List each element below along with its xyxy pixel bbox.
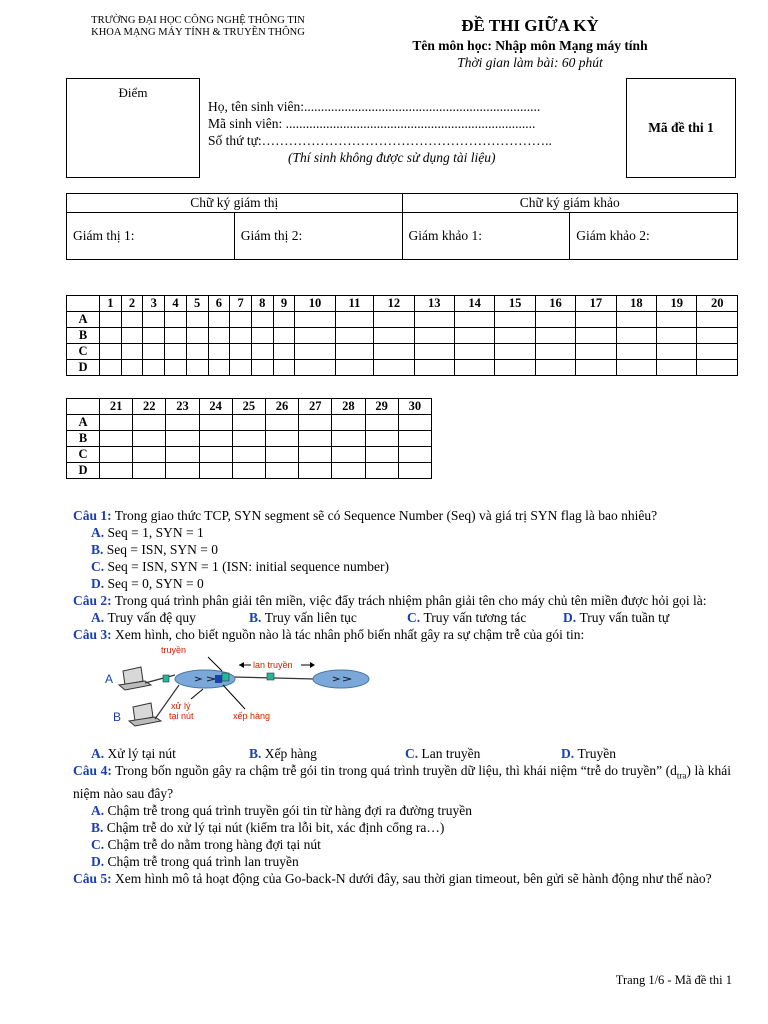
answer-cell[interactable]: [535, 344, 575, 360]
answer-cell[interactable]: [398, 431, 431, 447]
option[interactable]: [91, 558, 731, 575]
answer-cell[interactable]: [133, 415, 166, 431]
answer-cell[interactable]: [295, 328, 335, 344]
answer-cell[interactable]: [230, 344, 252, 360]
answer-cell[interactable]: [299, 431, 332, 447]
grid-col-header: 20: [697, 296, 738, 312]
answer-cell[interactable]: [697, 328, 738, 344]
answer-cell[interactable]: [230, 312, 252, 328]
grid-col-header: 1: [100, 296, 122, 312]
grid-col-header: 5: [186, 296, 208, 312]
answer-cell[interactable]: [335, 312, 373, 328]
grid-col-header: 30: [398, 399, 431, 415]
answer-cell[interactable]: [535, 360, 575, 376]
answer-cell[interactable]: [616, 312, 656, 328]
answer-cell[interactable]: [332, 415, 365, 431]
answer-cell[interactable]: [657, 328, 697, 344]
option-text: Lan truyền: [421, 746, 481, 761]
answer-cell[interactable]: [232, 447, 265, 463]
answer-cell[interactable]: [374, 344, 414, 360]
student-name-field[interactable]: Họ, tên sinh viên:......................................................................: [208, 99, 541, 114]
answer-cell[interactable]: [165, 312, 187, 328]
answer-cell[interactable]: [697, 344, 738, 360]
answer-cell[interactable]: [495, 344, 535, 360]
grid-row-label: C: [67, 344, 100, 360]
answer-cell[interactable]: [199, 463, 232, 479]
grid-col-header: 16: [535, 296, 575, 312]
answer-cell[interactable]: [133, 447, 166, 463]
option-text: Truy vấn đệ quy: [107, 610, 196, 625]
grid-col-header: 26: [265, 399, 298, 415]
answer-cell[interactable]: [186, 344, 208, 360]
answer-cell[interactable]: [186, 360, 208, 376]
at-node-label: tại nút: [169, 711, 194, 721]
answer-cell[interactable]: [165, 360, 187, 376]
host-b-label: B: [113, 710, 122, 724]
answer-cell[interactable]: [576, 344, 616, 360]
answer-cell[interactable]: [265, 447, 298, 463]
answer-cell[interactable]: [100, 431, 133, 447]
answer-cell[interactable]: [335, 344, 373, 360]
answer-cell[interactable]: [657, 360, 697, 376]
grid-corner: [67, 296, 100, 312]
option-letter: B.: [249, 746, 262, 761]
grid-col-header: 2: [121, 296, 143, 312]
grid-col-header: 25: [232, 399, 265, 415]
option[interactable]: [407, 609, 563, 626]
answer-cell[interactable]: [251, 344, 273, 360]
grid-col-header: 8: [251, 296, 273, 312]
questions: [73, 507, 731, 887]
answer-cell[interactable]: [208, 344, 230, 360]
option[interactable]: [91, 802, 731, 819]
option[interactable]: [91, 819, 731, 836]
answer-cell[interactable]: [166, 463, 199, 479]
answer-cell[interactable]: [199, 415, 232, 431]
answer-cell[interactable]: [143, 360, 165, 376]
network-delay-diagram: [93, 643, 413, 745]
student-info: [208, 98, 552, 166]
answer-cell[interactable]: [374, 360, 414, 376]
grid-row-label: D: [67, 360, 100, 376]
question-number: Câu 2:: [73, 593, 112, 608]
question-text: Xem hình mô tả hoạt động của Go-back-N dưới đây, sau thời gian timeout, bên gửi sẽ hành động như thế nào?: [115, 870, 712, 886]
answer-cell[interactable]: [332, 447, 365, 463]
answer-cell[interactable]: [495, 328, 535, 344]
answer-cell[interactable]: [186, 328, 208, 344]
option[interactable]: [249, 745, 405, 762]
answer-cell[interactable]: [165, 344, 187, 360]
examiner-2-signature[interactable]: Giám khảo 2:: [570, 213, 738, 260]
answer-cell[interactable]: [273, 360, 295, 376]
option[interactable]: [561, 745, 616, 762]
question-text: Trong bốn nguồn gây ra chậm trễ gói tin trong quá trình truyền dữ liệu, thì khái niệm “trễ do truyền” (d: [115, 763, 677, 778]
exam-header: [330, 15, 730, 71]
question-text: Trong quá trình phân giải tên miền, việc đẩy trách nhiệm phân giải tên cho máy chủ tên miền được hỏi gọi là:: [114, 593, 707, 608]
option-text: Seq = 1, SYN = 1: [107, 525, 204, 540]
answer-cell[interactable]: [166, 447, 199, 463]
question-number: Câu 3:: [73, 627, 112, 642]
grid-col-header: 11: [335, 296, 373, 312]
answer-cell[interactable]: [100, 312, 122, 328]
option[interactable]: [91, 541, 731, 558]
grid-col-header: 15: [495, 296, 535, 312]
answer-cell[interactable]: [121, 328, 143, 344]
student-id-field[interactable]: Mã sinh viên: ..........................................................................: [208, 116, 536, 131]
answer-cell[interactable]: [133, 431, 166, 447]
option[interactable]: [249, 609, 407, 626]
option-letter: B.: [91, 542, 104, 557]
answer-cell[interactable]: [616, 360, 656, 376]
answer-cell[interactable]: [535, 328, 575, 344]
laptop-icon-a: [119, 667, 151, 690]
answer-cell[interactable]: [454, 328, 494, 344]
answer-cell[interactable]: [121, 344, 143, 360]
transmission-label: truyền: [161, 645, 187, 655]
option-text: Seq = 0, SYN = 0: [107, 576, 204, 591]
answer-cell[interactable]: [576, 312, 616, 328]
grid-row-label: B: [67, 431, 100, 447]
answer-cell[interactable]: [414, 344, 454, 360]
grid-col-header: 28: [332, 399, 365, 415]
packet: [215, 675, 222, 683]
option-letter: D.: [561, 746, 575, 761]
answer-cell[interactable]: [100, 344, 122, 360]
delay-figure: [73, 643, 731, 745]
answer-cell[interactable]: [495, 312, 535, 328]
answer-cell[interactable]: [365, 447, 398, 463]
subscript: tra: [676, 770, 687, 781]
answer-cell[interactable]: [576, 360, 616, 376]
answer-cell[interactable]: [251, 360, 273, 376]
answer-cell[interactable]: [100, 447, 133, 463]
question-number: Câu 1:: [73, 508, 112, 523]
option-text: Chậm trễ do nằm trong hàng đợi tại nút: [107, 836, 321, 852]
option-text: Seq = ISN, SYN = 1 (ISN: initial sequence number): [107, 559, 389, 574]
grid-row-label: C: [67, 447, 100, 463]
grid-col-header: 9: [273, 296, 295, 312]
answer-cell[interactable]: [100, 463, 133, 479]
exam-duration: Thời gian làm bài: 60 phút: [457, 55, 603, 70]
grid-corner: [67, 399, 100, 415]
answer-cell[interactable]: [100, 415, 133, 431]
question-text-end: ) là khái niệm nào sau đây?: [73, 763, 731, 801]
answer-cell[interactable]: [273, 312, 295, 328]
answer-cell[interactable]: [454, 344, 494, 360]
option-letter: D.: [91, 853, 105, 869]
grid-row-label: A: [67, 312, 100, 328]
answer-cell[interactable]: [616, 328, 656, 344]
option-text: Seq = ISN, SYN = 0: [106, 542, 219, 557]
answer-cell[interactable]: [335, 360, 373, 376]
answer-cell[interactable]: [208, 328, 230, 344]
answer-cell[interactable]: [374, 328, 414, 344]
answer-cell[interactable]: [299, 415, 332, 431]
answer-cell[interactable]: [332, 463, 365, 479]
answer-cell[interactable]: [165, 328, 187, 344]
answer-cell[interactable]: [232, 431, 265, 447]
grid-col-header: 4: [165, 296, 187, 312]
answer-cell[interactable]: [414, 312, 454, 328]
answer-cell[interactable]: [251, 312, 273, 328]
answer-cell[interactable]: [332, 431, 365, 447]
option-text: Chậm trễ do xử lý tại nút (kiểm tra lỗi bit, xác định cổng ra…): [106, 819, 445, 835]
option-letter: A.: [91, 746, 105, 761]
question-text: Trong giao thức TCP, SYN segment sẽ có Sequence Number (Seq) và giá trị SYN flag là bao nhiêu?: [114, 508, 658, 523]
answer-cell[interactable]: [299, 447, 332, 463]
option-letter: C.: [91, 559, 105, 574]
proctor-2-signature[interactable]: Giám thị 2:: [234, 213, 402, 260]
answer-cell[interactable]: [273, 328, 295, 344]
answer-cell[interactable]: [100, 328, 122, 344]
option-letter: C.: [91, 836, 105, 852]
answer-cell[interactable]: [199, 447, 232, 463]
answer-cell[interactable]: [133, 463, 166, 479]
answer-cell[interactable]: [295, 312, 335, 328]
answer-cell[interactable]: [273, 344, 295, 360]
laptop-icon-b: [129, 703, 161, 726]
propagation-label: lan truyền: [253, 660, 293, 670]
school-header: [78, 15, 318, 39]
option-letter: A.: [91, 802, 105, 818]
option[interactable]: [563, 609, 669, 626]
option[interactable]: [91, 609, 249, 626]
grid-col-header: 21: [100, 399, 133, 415]
subject-name: Tên môn học: Nhập môn Mạng máy tính: [412, 38, 648, 53]
proctor-signature-header: Chữ ký giám thị: [67, 194, 403, 213]
option-text: Xử lý tại nút: [107, 746, 176, 761]
answer-cell[interactable]: [295, 344, 335, 360]
answer-cell[interactable]: [576, 328, 616, 344]
answer-cell[interactable]: [295, 360, 335, 376]
answer-cell[interactable]: [199, 431, 232, 447]
option-text: Chậm trễ trong quá trình lan truyền: [107, 853, 299, 869]
grid-col-header: 13: [414, 296, 454, 312]
grid-row-label: B: [67, 328, 100, 344]
option-letter: A.: [91, 525, 105, 540]
exam-code-label: Mã đề thi 1: [648, 120, 714, 135]
answer-cell[interactable]: [535, 312, 575, 328]
answer-cell[interactable]: [335, 328, 373, 344]
question-4: [73, 762, 731, 802]
question-number: Câu 5:: [73, 870, 112, 886]
q3-options: [73, 745, 731, 762]
answer-cell[interactable]: [657, 344, 697, 360]
answer-cell[interactable]: [414, 360, 454, 376]
grid-col-header: 3: [143, 296, 165, 312]
question-3: [73, 626, 731, 643]
answer-cell[interactable]: [265, 415, 298, 431]
answer-cell[interactable]: [121, 360, 143, 376]
answer-cell[interactable]: [121, 312, 143, 328]
grid-row-label: A: [67, 415, 100, 431]
option[interactable]: [91, 745, 249, 762]
grid-col-header: 14: [454, 296, 494, 312]
faculty-name: KHOA MẠNG MÁY TÍNH & TRUYỀN THÔNG: [91, 27, 305, 38]
option-letter: B.: [249, 610, 262, 625]
page-footer: Trang 1/6 - Mã đề thi 1: [615, 973, 732, 987]
answer-cell[interactable]: [657, 312, 697, 328]
answer-cell[interactable]: [230, 328, 252, 344]
option-letter: D.: [563, 610, 577, 625]
packet: [222, 673, 229, 681]
processing-label: xử lý: [171, 701, 191, 711]
answer-cell[interactable]: [398, 415, 431, 431]
question-5: [73, 870, 731, 887]
answer-cell[interactable]: [251, 328, 273, 344]
option-letter: B.: [91, 819, 104, 835]
answer-cell[interactable]: [365, 415, 398, 431]
grid-col-header: 10: [295, 296, 335, 312]
option[interactable]: [91, 575, 731, 592]
grid-col-header: 6: [208, 296, 230, 312]
q2-options: [73, 609, 731, 626]
answer-cell[interactable]: [208, 360, 230, 376]
answer-cell[interactable]: [697, 360, 738, 376]
grid-col-header: 7: [230, 296, 252, 312]
grid-col-header: 23: [166, 399, 199, 415]
answer-cell[interactable]: [143, 328, 165, 344]
answer-grid-21-30: [66, 398, 432, 479]
option-text: Truy vấn tương tác: [423, 610, 527, 625]
answer-cell[interactable]: [143, 344, 165, 360]
queueing-label: xếp hàng: [233, 711, 271, 721]
score-box: [66, 78, 200, 178]
answer-cell[interactable]: [186, 312, 208, 328]
examiner-signature-header: Chữ ký giám khảo: [402, 194, 738, 213]
packet: [267, 673, 274, 680]
answer-cell[interactable]: [299, 463, 332, 479]
option[interactable]: [91, 836, 731, 853]
answer-cell[interactable]: [365, 463, 398, 479]
grid-col-header: 17: [576, 296, 616, 312]
answer-cell[interactable]: [100, 360, 122, 376]
answer-cell[interactable]: [697, 312, 738, 328]
answer-cell[interactable]: [398, 447, 431, 463]
exam-code-box: [626, 78, 736, 178]
option-text: Truy vấn liên tục: [264, 610, 357, 625]
grid-col-header: 12: [374, 296, 414, 312]
packet: [163, 675, 169, 682]
answer-cell[interactable]: [495, 360, 535, 376]
answer-cell[interactable]: [454, 360, 494, 376]
option-letter: C.: [407, 610, 421, 625]
option[interactable]: [91, 853, 731, 870]
answer-cell[interactable]: [166, 415, 199, 431]
grid-col-header: 29: [365, 399, 398, 415]
grid-col-header: 18: [616, 296, 656, 312]
answer-cell[interactable]: [414, 328, 454, 344]
answer-cell[interactable]: [398, 463, 431, 479]
answer-cell[interactable]: [616, 344, 656, 360]
answer-cell[interactable]: [166, 431, 199, 447]
q1-options: [73, 524, 731, 592]
answer-cell[interactable]: [208, 312, 230, 328]
answer-cell[interactable]: [143, 312, 165, 328]
host-a-label: A: [105, 672, 114, 686]
answer-cell[interactable]: [230, 360, 252, 376]
option[interactable]: [91, 524, 731, 541]
answer-cell[interactable]: [454, 312, 494, 328]
option-letter: D.: [91, 576, 105, 591]
score-label: Điểm: [118, 85, 148, 100]
option-text: Xếp hàng: [264, 746, 317, 761]
answer-cell[interactable]: [265, 431, 298, 447]
option-letter: A.: [91, 610, 105, 625]
examiner-1-signature[interactable]: Giám khảo 1:: [402, 213, 570, 260]
grid-row-label: D: [67, 463, 100, 479]
question-1: [73, 507, 731, 524]
answer-grid-1-20: [66, 295, 738, 376]
option-text: Truy vấn tuần tự: [579, 610, 670, 625]
grid-col-header: 22: [133, 399, 166, 415]
answer-cell[interactable]: [265, 463, 298, 479]
q4-options: [73, 802, 731, 870]
question-number: Câu 4:: [73, 763, 112, 778]
student-seq-field[interactable]: Số thứ tự:………………………………………………………..: [208, 133, 552, 148]
school-name: TRƯỜNG ĐẠI HỌC CÔNG NGHỆ THÔNG TIN: [91, 15, 305, 26]
option-text: Chậm trễ trong quá trình truyền gói tin từ hàng đợi ra đường truyền: [107, 802, 472, 818]
router-icon-2: [313, 670, 369, 688]
answer-cell[interactable]: [232, 463, 265, 479]
option-letter: C.: [405, 746, 419, 761]
signature-table: [66, 193, 738, 260]
option-text: Truyền: [577, 746, 617, 761]
grid-col-header: 19: [657, 296, 697, 312]
answer-cell[interactable]: [365, 431, 398, 447]
answer-cell[interactable]: [232, 415, 265, 431]
no-materials-note: (Thí sinh không được sử dụng tài liệu): [288, 150, 496, 165]
question-text: Xem hình, cho biết nguồn nào là tác nhân phổ biến nhất gây ra sự chậm trễ của gói tin:: [115, 627, 585, 642]
exam-title: ĐỀ THI GIỮA KỲ: [461, 16, 599, 35]
answer-cell[interactable]: [374, 312, 414, 328]
grid-col-header: 24: [199, 399, 232, 415]
grid-col-header: 27: [299, 399, 332, 415]
question-2: [73, 592, 731, 609]
option[interactable]: [405, 745, 561, 762]
proctor-1-signature[interactable]: Giám thị 1:: [67, 213, 235, 260]
